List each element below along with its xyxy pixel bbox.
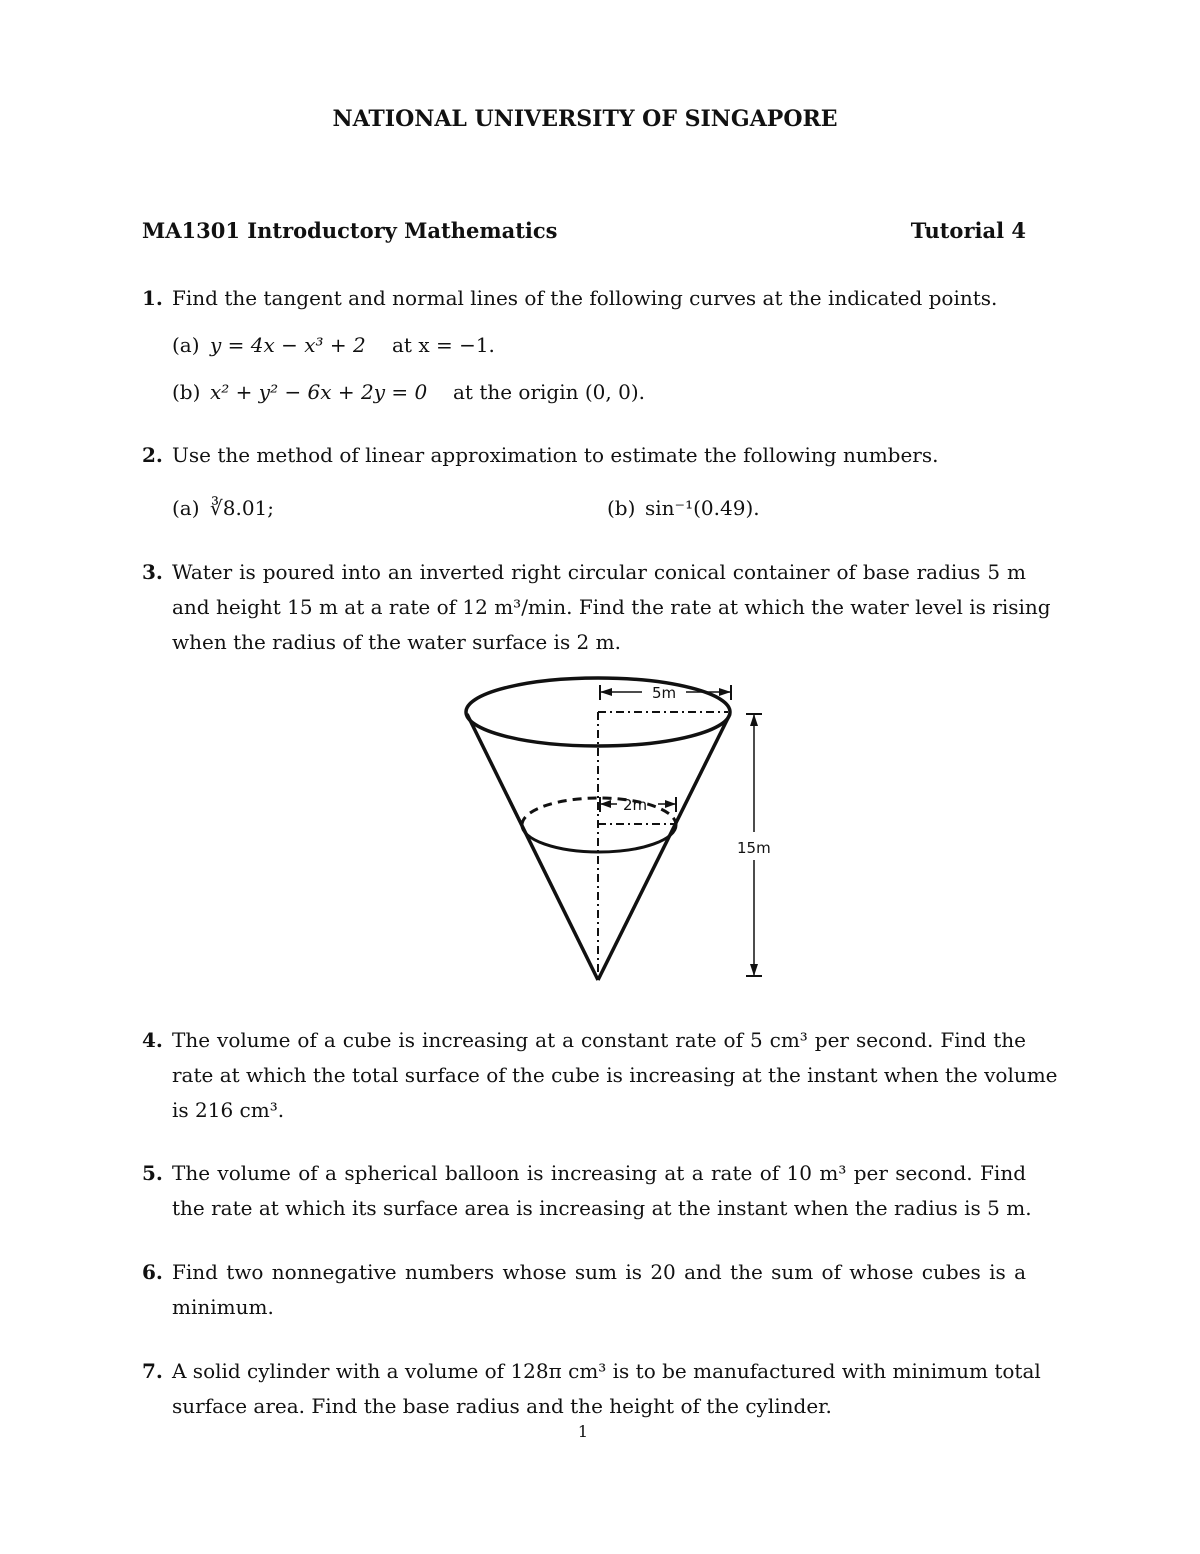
math-expression: sin⁻¹(0.49). [645,496,760,520]
math-expression: y = 4x − x³ + 2 [210,333,366,357]
page-number: 1 [577,1422,589,1441]
question-number: 3. [142,560,163,584]
question-text-line: the rate at which its surface area is increasing at the instant when the radius is 5 m. [172,1196,1032,1220]
university-title: NATIONAL UNIVERSITY OF SINGAPORE [332,106,838,132]
label-water-radius: 2m [623,796,648,814]
dim-15m-arrow-bottom [750,964,758,976]
cone-right-side [598,714,730,980]
part-label: (b) [172,380,201,404]
question-number: 1. [142,286,163,310]
dim-5m-arrow-left [600,688,612,696]
tutorial-number: Tutorial 4 [910,218,1026,243]
question-text-line: Water is poured into an inverted right circular conical container of base radius 5 m [172,560,1026,584]
part-label: (b) [607,496,636,520]
label-height: 15m [737,839,771,857]
question-text-line: rate at which the total surface of the cube is increasing at the instant when the volume [172,1063,1058,1087]
question-text-line: A solid cylinder with a volume of 128π cm³ is to be manufactured with minimum total [172,1359,1041,1383]
part-condition: at the origin (0, 0). [453,380,645,404]
label-top-radius: 5m [652,684,677,702]
question-text-line: The volume of a spherical balloon is increasing at a rate of 10 m³ per second. Find [172,1161,1026,1185]
question-text-line: Find two nonnegative numbers whose sum is 20 and the sum of whose cubes is a [172,1260,1026,1284]
question-number: 6. [142,1260,163,1284]
question-text: Find the tangent and normal lines of the following curves at the indicated points. [172,286,998,310]
cone-left-side [467,714,598,980]
math-expression: x² + y² − 6x + 2y = 0 [210,380,428,404]
part-label: (a) [172,496,200,520]
question-text: Use the method of linear approximation to estimate the following numbers. [172,443,939,467]
question-text-line: is 216 cm³. [172,1098,285,1122]
part-condition: at x = −1. [392,333,495,357]
math-expression: ∛8.01; [210,496,275,520]
question-number: 2. [142,443,163,467]
part-label: (a) [172,333,200,357]
dim-2m-arrow-left [600,800,611,808]
question-number: 5. [142,1161,163,1185]
question-text-line: and height 15 m at a rate of 12 m³/min. Find the rate at which the water level is rising [172,595,1051,619]
dim-2m-arrow-right [665,800,676,808]
question-text-line: The volume of a cube is increasing at a constant rate of 5 cm³ per second. Find the [172,1028,1026,1052]
course-title: MA1301 Introductory Mathematics [142,218,558,243]
question-text-line: surface area. Find the base radius and the height of the cylinder. [172,1394,832,1418]
dim-5m-arrow-right [719,688,731,696]
question-text-line: when the radius of the water surface is 2 m. [172,630,621,654]
question-number: 7. [142,1359,163,1383]
question-text-line: minimum. [172,1295,274,1319]
dim-15m-arrow-top [750,714,758,726]
question-number: 4. [142,1028,163,1052]
